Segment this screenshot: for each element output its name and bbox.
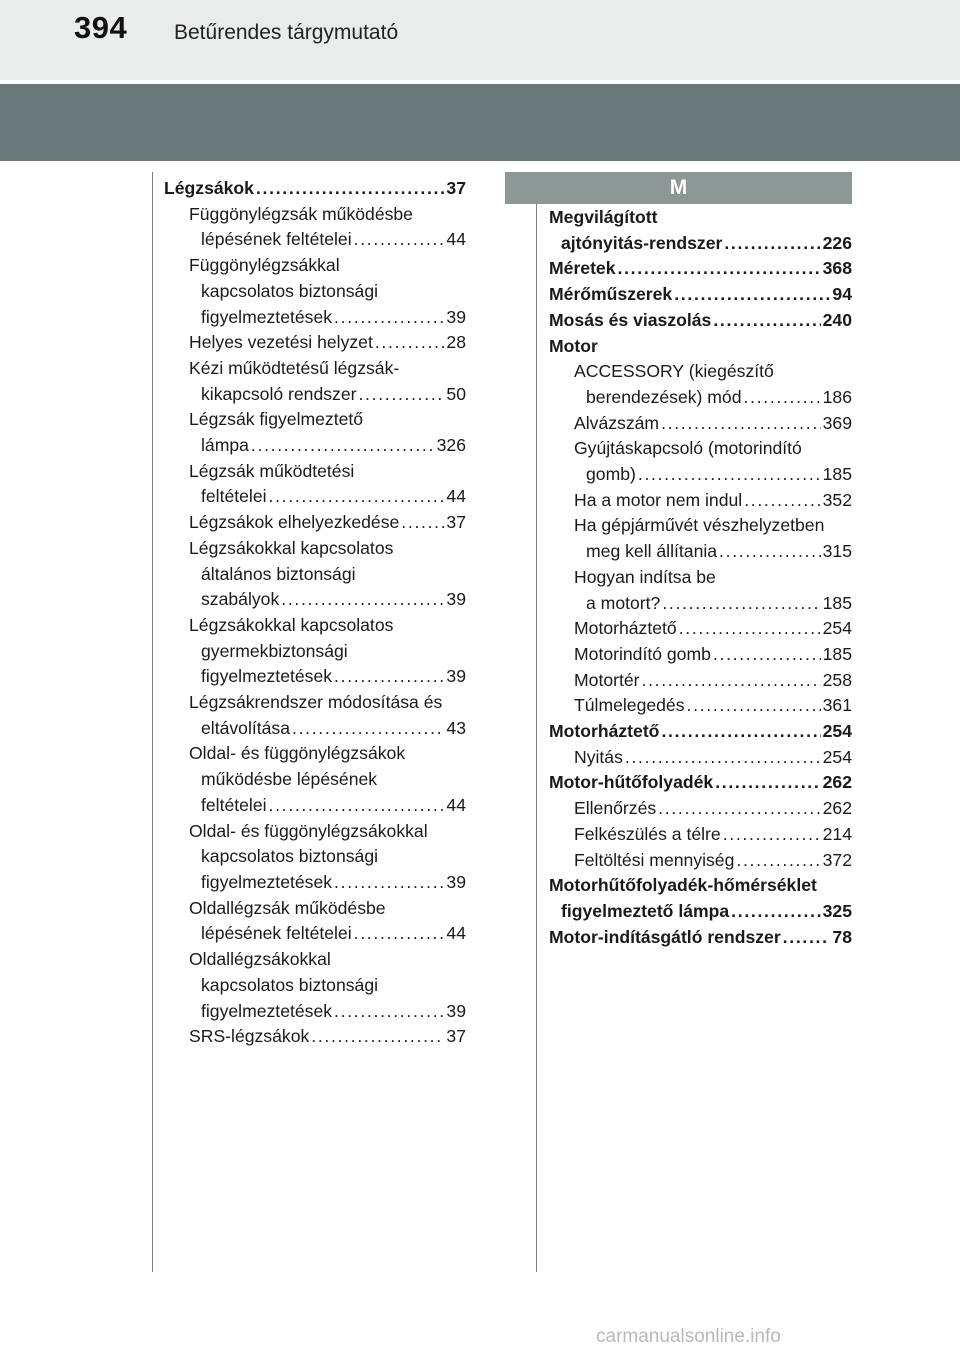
index-entry-text: Feltöltési mennyiség xyxy=(574,849,735,870)
index-main-entry xyxy=(549,719,852,745)
index-entry-text: Ellenőrzés xyxy=(574,798,657,819)
index-page-ref: 94 xyxy=(832,284,852,305)
index-entry-line xyxy=(549,308,852,334)
dot-leader xyxy=(292,716,444,742)
dot-leader xyxy=(281,587,444,613)
index-page-ref: 254 xyxy=(822,746,852,767)
index-page-ref: 262 xyxy=(822,772,852,793)
index-entry-line xyxy=(574,616,852,642)
index-page-ref: 78 xyxy=(832,926,852,947)
index-page-ref: 372 xyxy=(822,849,852,870)
index-entry-text: Légzsákok xyxy=(164,178,254,198)
index-main-entry xyxy=(549,334,852,360)
dot-leader xyxy=(713,308,820,334)
index-entry-line xyxy=(574,822,852,848)
dot-leader xyxy=(618,256,821,282)
index-entry-line xyxy=(189,870,466,896)
index-page-ref: 39 xyxy=(446,1000,466,1021)
index-entry-text: kapcsolatos biztonsági xyxy=(201,846,379,867)
column-divider-middle xyxy=(536,172,537,1272)
index-page-ref: 185 xyxy=(822,464,852,485)
index-entry-text: Légzsákok elhelyezkedése xyxy=(189,512,400,533)
index-main-entry xyxy=(549,770,852,796)
index-entry-line xyxy=(189,510,466,536)
index-entry-text: Méretek xyxy=(549,258,616,279)
index-entry-text: Motorhűtőfolyadék-hőmérséklet xyxy=(549,875,817,896)
index-entry-text: Mosás és viaszolás xyxy=(549,309,712,330)
index-page-ref: 186 xyxy=(822,386,852,407)
index-entry-text: Légzsákrendszer módosítása és xyxy=(189,692,443,713)
index-sub-entry xyxy=(164,536,466,613)
dot-leader xyxy=(334,870,444,896)
index-page-ref: 368 xyxy=(822,258,852,279)
index-sub-entry xyxy=(549,668,852,694)
index-entry-line xyxy=(189,382,466,408)
index-entry-text: Gyújtáskapcsoló (motorindító xyxy=(574,438,802,459)
header-strip xyxy=(0,0,960,80)
index-entry-line xyxy=(189,330,466,356)
index-entry-text: figyelmeztetések xyxy=(201,306,333,327)
index-entry-text: Helyes vezetési helyzet xyxy=(189,332,373,353)
index-entry-text: Ha a motor nem indul xyxy=(574,489,743,510)
index-entry-line xyxy=(189,305,466,331)
index-sub-entry xyxy=(164,947,466,1024)
index-entry-line xyxy=(164,176,466,202)
index-entry-text: ACCESSORY (kiegészítő xyxy=(574,361,774,382)
index-sub-entry xyxy=(164,510,466,536)
dot-leader xyxy=(679,616,821,642)
index-entry-text: SRS-légzsákok xyxy=(189,1026,310,1047)
dot-leader xyxy=(642,668,821,694)
dot-leader xyxy=(358,382,444,408)
dot-leader xyxy=(375,330,445,356)
index-entry-line xyxy=(189,433,466,459)
column-divider-left xyxy=(152,172,153,1272)
index-entry-text: Motor xyxy=(549,335,598,356)
index-entry-text: meg kell állítania xyxy=(586,541,718,562)
index-entry-text: Motortér xyxy=(574,669,640,690)
index-entry-line xyxy=(574,591,852,617)
index-sub-entry xyxy=(164,1024,466,1050)
index-page-ref: 44 xyxy=(446,923,466,944)
index-entry-text: kikapcsoló rendszer xyxy=(201,383,357,404)
index-page-ref: 39 xyxy=(446,306,466,327)
index-entry-text: feltételei xyxy=(201,486,267,507)
index-entry-text: Nyitás xyxy=(574,746,623,767)
index-page-ref: 44 xyxy=(446,794,466,815)
index-sub-entry xyxy=(549,565,852,616)
index-sub-entry xyxy=(549,616,852,642)
index-entry-text: Légzsákokkal kapcsolatos xyxy=(189,614,394,635)
index-main-entry xyxy=(164,176,466,202)
index-page-ref: 37 xyxy=(446,1026,466,1047)
index-entry-text: Légzsák működtetési xyxy=(189,460,355,481)
index-sub-entry xyxy=(549,436,852,487)
dot-leader xyxy=(269,793,445,819)
index-entry-line xyxy=(189,484,466,510)
index-entry-text: figyelmeztetések xyxy=(201,1000,333,1021)
index-page-ref: 240 xyxy=(822,309,852,330)
index-main-entry xyxy=(549,256,852,282)
dot-leader xyxy=(311,1024,444,1050)
index-sub-entry xyxy=(164,356,466,407)
index-entry-line xyxy=(549,925,852,951)
dot-leader xyxy=(783,925,831,951)
index-entry-text: Függönylégzsákkal xyxy=(189,255,340,276)
index-entry-text: általános biztonsági xyxy=(201,563,356,584)
index-entry-line xyxy=(574,411,852,437)
index-entry-line xyxy=(549,770,852,796)
index-entry-text: Függönylégzsák működésbe xyxy=(189,203,413,224)
index-sub-entry xyxy=(549,796,852,822)
dot-leader xyxy=(661,411,821,437)
index-entry-line xyxy=(549,899,852,925)
index-page-ref: 28 xyxy=(446,332,466,353)
index-entry-line xyxy=(189,793,466,819)
header-band xyxy=(0,84,960,161)
index-entry-text: figyelmeztető lámpa xyxy=(561,900,730,921)
index-sub-entry xyxy=(164,741,466,818)
index-entry-text: szabályok xyxy=(201,589,280,610)
index-sub-entry xyxy=(164,896,466,947)
index-column-left xyxy=(164,176,466,1050)
index-entry-text: feltételei xyxy=(201,794,267,815)
dot-leader xyxy=(638,462,821,488)
dot-leader xyxy=(256,176,444,202)
page-title: Betűrendes tárgymutató xyxy=(174,21,399,44)
index-entry-line xyxy=(549,282,852,308)
index-column-right xyxy=(549,205,852,950)
index-page-ref: 39 xyxy=(446,666,466,687)
index-page-ref: 214 xyxy=(822,823,852,844)
index-sub-entry xyxy=(164,330,466,356)
dot-leader xyxy=(251,433,435,459)
index-entry-text: lépésének feltételei xyxy=(201,923,352,944)
dot-leader xyxy=(715,770,820,796)
index-entry-text: Mérőműszerek xyxy=(549,284,673,305)
index-entry-line xyxy=(189,1024,466,1050)
index-page-ref: 39 xyxy=(446,871,466,892)
index-entry-text: ajtónyitás-rendszer xyxy=(561,232,723,253)
index-page-ref: 44 xyxy=(446,486,466,507)
dot-leader xyxy=(269,484,445,510)
index-entry-text: Oldallégzsák működésbe xyxy=(189,897,386,918)
dot-leader xyxy=(713,642,821,668)
index-entry-line xyxy=(189,227,466,253)
index-entry-line xyxy=(189,999,466,1025)
index-entry-text: gyermekbiztonsági xyxy=(201,640,348,661)
index-entry-text: figyelmeztetések xyxy=(201,666,333,687)
index-page-ref: 43 xyxy=(446,717,466,738)
index-entry-text: Motor-hűtőfolyadék xyxy=(549,772,714,793)
index-main-entry xyxy=(549,308,852,334)
page-number: 394 xyxy=(74,10,128,45)
dot-leader xyxy=(658,796,820,822)
index-entry-text: Légzsákokkal kapcsolatos xyxy=(189,537,394,558)
index-main-entry xyxy=(549,925,852,951)
index-sub-entry xyxy=(549,848,852,874)
dot-leader xyxy=(719,539,821,565)
index-sub-entry xyxy=(549,359,852,410)
index-entry-text: kapcsolatos biztonsági xyxy=(201,280,379,301)
index-sub-entry xyxy=(164,459,466,510)
index-sub-entry xyxy=(549,411,852,437)
index-entry-line xyxy=(549,231,852,257)
index-page-ref: 37 xyxy=(446,178,466,198)
dot-leader xyxy=(625,745,821,771)
index-page-ref: 39 xyxy=(446,589,466,610)
index-main-entry xyxy=(549,205,852,256)
index-entry-line xyxy=(574,745,852,771)
index-page-ref: 37 xyxy=(446,512,466,533)
watermark: carmanualsonline.info xyxy=(596,1326,781,1347)
index-entry-line xyxy=(189,587,466,613)
index-entry-line xyxy=(549,256,852,282)
index-sub-entry xyxy=(164,690,466,741)
index-entry-line xyxy=(189,664,466,690)
index-page-ref: 44 xyxy=(446,229,466,250)
index-sub-entry xyxy=(549,745,852,771)
index-entry-line xyxy=(574,642,852,668)
index-entry-line xyxy=(574,796,852,822)
index-entry-text: Megvilágított xyxy=(549,207,658,227)
dot-leader xyxy=(661,719,820,745)
index-entry-text: figyelmeztetések xyxy=(201,871,333,892)
dot-leader xyxy=(723,822,821,848)
index-entry-line xyxy=(574,462,852,488)
dot-leader xyxy=(687,693,821,719)
index-entry-text: lámpa xyxy=(201,435,249,456)
index-page-ref: 254 xyxy=(822,618,852,639)
index-entry-text: Hogyan indítsa be xyxy=(574,566,716,587)
index-entry-line xyxy=(574,385,852,411)
index-sub-entry xyxy=(164,819,466,896)
index-entry-text: Túlmelegedés xyxy=(574,695,685,716)
index-entry-text: eltávolítása xyxy=(201,717,290,738)
dot-leader xyxy=(354,921,445,947)
dot-leader xyxy=(744,385,821,411)
index-sub-entry xyxy=(549,513,852,564)
index-sub-entry xyxy=(164,253,466,330)
index-entry-text: Felkészülés a télre xyxy=(574,823,721,844)
index-entry-text: Oldal- és függönylégzsákokkal xyxy=(189,820,428,841)
index-page-ref: 326 xyxy=(436,435,466,456)
index-entry-text: gomb) xyxy=(586,464,636,485)
dot-leader xyxy=(744,488,820,514)
index-entry-line xyxy=(574,693,852,719)
index-entry-line xyxy=(189,716,466,742)
index-page-ref: 258 xyxy=(822,669,852,690)
dot-leader xyxy=(334,305,444,331)
index-entry-line xyxy=(574,488,852,514)
index-sub-entry xyxy=(164,613,466,690)
dot-leader xyxy=(724,231,820,257)
index-entry-line xyxy=(574,539,852,565)
section-letter-band: M xyxy=(505,172,852,204)
index-page-ref: 325 xyxy=(822,900,852,921)
index-page-ref: 361 xyxy=(822,695,852,716)
index-sub-entry xyxy=(549,642,852,668)
index-main-entry xyxy=(549,873,852,924)
index-sub-entry xyxy=(549,693,852,719)
index-page-ref: 254 xyxy=(822,721,852,742)
index-entry-text: működésbe lépésének xyxy=(201,769,378,790)
dot-leader xyxy=(401,510,444,536)
dot-leader xyxy=(334,664,444,690)
index-entry-text: Légzsák figyelmeztető xyxy=(189,409,364,430)
index-sub-entry xyxy=(164,407,466,458)
dot-leader xyxy=(354,227,445,253)
index-entry-line xyxy=(574,848,852,874)
index-page-ref: 50 xyxy=(446,383,466,404)
index-entry-text: Motorháztető xyxy=(574,618,677,639)
index-entry-text: Motorindító gomb xyxy=(574,643,711,664)
index-page-ref: 185 xyxy=(822,592,852,613)
index-main-entry xyxy=(549,282,852,308)
index-entry-text: Kézi működtetésű légzsák- xyxy=(189,357,400,378)
index-sub-entry xyxy=(164,202,466,253)
index-sub-entry xyxy=(549,488,852,514)
index-entry-text: Alvázszám xyxy=(574,412,660,433)
index-entry-text: Oldallégzsákokkal xyxy=(189,949,331,970)
index-entry-text: Oldal- és függönylégzsákok xyxy=(189,743,406,764)
index-entry-text: berendezések) mód xyxy=(586,386,742,407)
index-entry-line xyxy=(549,719,852,745)
index-entry-text: Ha gépjárművét vészhelyzetben xyxy=(574,515,825,536)
dot-leader xyxy=(736,848,820,874)
index-page-ref: 352 xyxy=(822,489,852,510)
index-entry-text: lépésének feltételei xyxy=(201,229,352,250)
index-entry-line xyxy=(189,921,466,947)
index-page-ref: 315 xyxy=(822,541,852,562)
index-page-ref: 226 xyxy=(822,232,852,253)
index-entry-text: kapcsolatos biztonsági xyxy=(201,974,379,995)
index-entry-line xyxy=(574,668,852,694)
dot-leader xyxy=(334,999,444,1025)
index-page-ref: 262 xyxy=(822,798,852,819)
index-page-ref: 185 xyxy=(822,643,852,664)
index-sub-entry xyxy=(549,822,852,848)
dot-leader xyxy=(674,282,830,308)
index-entry-text: Motorháztető xyxy=(549,721,660,742)
dot-leader xyxy=(662,591,820,617)
dot-leader xyxy=(731,899,820,925)
index-entry-text: Motor-indításgátló rendszer xyxy=(549,926,781,947)
index-page-ref: 369 xyxy=(822,412,852,433)
index-entry-text: a motort? xyxy=(586,592,661,613)
